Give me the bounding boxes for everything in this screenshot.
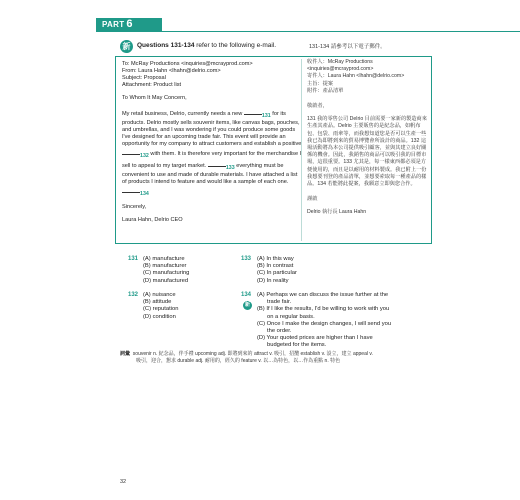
zh-signature: Delrio 執行長 Laura Hahn xyxy=(307,209,367,216)
option-134-b-cont: on a regular basis. xyxy=(267,313,315,320)
new-badge-small: 新 xyxy=(244,302,250,308)
zh-closing: 謹啟 xyxy=(307,196,318,203)
option-134-d[interactable]: (D) Your quoted prices are higher than I have xyxy=(257,335,373,342)
option-133-c[interactable]: (C) In particular xyxy=(257,270,297,277)
page-number: 32 xyxy=(120,479,127,485)
option-134-c-cont: the order. xyxy=(267,328,292,335)
email-body xyxy=(122,108,302,198)
blank-131-label: 131 xyxy=(261,113,271,120)
zh-body: 131 我的零售公司 Delrio 目前需要一家新的製造商來生產其產品。Delrio 主要販售的是紀念品，如帆布包、包袋、雨傘等，而我想知道您是否可以生產一些我已為即將到來的貿易博覽會所設計的商品。132 這場活動將為本公司提供吸引顧客，並與其建立良好關係的機會。因此，我銷售的商品可以吸引我的目標市場，這很重要。133 尤其是，每一樣東西都必須是方便使用的，而且是以耐用的材料製成。我已附上一份我想要刊登的產品清單，並想要索取每一種產品的樣品。134 若能將此提案，我願意立即與您合作。 xyxy=(307,116,427,188)
zh-to-address: <inquiries@mcrayprod.com> xyxy=(307,66,374,73)
question-131-options xyxy=(143,256,189,285)
vocabulary xyxy=(120,351,520,364)
option-133-b[interactable]: (B) In contrast xyxy=(257,263,294,270)
email-closing: Sincerely, xyxy=(122,204,147,211)
question-132-number: 132 xyxy=(128,292,139,298)
option-132-a[interactable]: (A) nuisance xyxy=(143,292,176,298)
body-part-3: with them. It is therefore very important for the merchandise I sell to appeal to my target market. xyxy=(122,151,302,170)
email-signature: Laura Hahn, Delrio CEO xyxy=(122,217,183,224)
option-134-d-cont: budgeted for the items. xyxy=(267,342,327,349)
blank-131 xyxy=(244,108,262,115)
question-133-number: 133 xyxy=(241,256,252,262)
email-chinese xyxy=(301,59,429,241)
body-part-2: for its products. Delrio mostly sells souvenir items, like canvas bags, pouches, and umbrellas, and I was wondering if you could produce some goods I've designed for an upcoming trade fair. This event will provide an opportunity for my company to attract customers and establish a positive xyxy=(122,111,302,148)
vocab-line-1: souvenir n. 紀念品，伴手禮 upcoming adj. 即將到來的 attract v. 吸引，招攬 establish v. 設立，建立 appeal v. xyxy=(132,351,373,357)
zh-from: 寄件人：Laura Hahn <lhahn@delrio.com> xyxy=(307,73,405,80)
question-131-number: 131 xyxy=(128,256,139,262)
question-132-options xyxy=(143,292,178,321)
new-badge: 新 xyxy=(120,40,133,53)
question-134-number: 134 xyxy=(241,292,252,298)
blank-133-label: 133 xyxy=(225,165,235,172)
option-134-a-cont: trade fair. xyxy=(267,299,292,306)
question-range: Questions 131-134 xyxy=(137,42,195,49)
blank-134 xyxy=(122,186,140,193)
zh-greeting: 敬啟者， xyxy=(307,103,328,110)
blank-134-label: 134 xyxy=(140,191,149,198)
question-134-options xyxy=(257,292,391,350)
email-english xyxy=(122,61,302,224)
email-subject: Subject: Proposal xyxy=(122,75,166,81)
zh-subject: 主旨：提案 xyxy=(307,80,333,87)
option-131-d[interactable]: (D) manufactured xyxy=(143,277,189,284)
option-134-a[interactable]: (A) Perhaps we can discuss the issue further at the xyxy=(257,292,389,298)
option-131-c[interactable]: (C) manufacturing xyxy=(143,270,190,277)
option-132-d[interactable]: (D) condition xyxy=(143,313,176,320)
header-rule xyxy=(96,31,520,32)
blank-132 xyxy=(122,148,140,155)
vocab-line-2: 吸引，迎合，懇求 durable adj. 耐用的，經久的 feature v. 以…為特色，以…作為重點 n. 特色 xyxy=(136,357,341,364)
question-header xyxy=(137,42,276,49)
email-to: To: McRay Productions <inquiries@mcrayprod.com> xyxy=(122,61,253,67)
vocab-label: 詞彙 xyxy=(120,351,131,357)
zh-attachment: 附件：產品清單 xyxy=(307,87,344,94)
option-131-b[interactable]: (B) manufacturer xyxy=(143,263,187,270)
body-part-4: everything must be convenient to use and made of durable materials. I have attached a list of products I intend to feature and would like a sample of each one. xyxy=(122,163,298,186)
option-132-b[interactable]: (B) attitude xyxy=(143,299,172,306)
blank-132-label: 132 xyxy=(140,153,149,160)
option-134-c[interactable]: (C) Once I make the design changes, I will send you xyxy=(257,320,392,327)
part-label xyxy=(96,18,162,31)
email-attachment: Attachment: Product list xyxy=(122,82,182,88)
part-number: 6 xyxy=(126,18,133,30)
email-from: From: Laura Hahn <lhahn@delrio.com> xyxy=(122,68,221,74)
blank-133 xyxy=(208,160,226,167)
question-header-zh: 131-134 請參考以下電子郵件。 xyxy=(309,44,386,50)
zh-to: 收件人：McRay Productions xyxy=(307,59,373,65)
part-text: PART xyxy=(102,20,125,29)
email-greeting: To Whom It May Concern, xyxy=(122,95,187,101)
option-133-d[interactable]: (D) In reality xyxy=(257,277,289,284)
body-part-1: My retail business, Delrio, currently needs a new xyxy=(122,111,243,117)
option-133-a[interactable]: (A) In this way xyxy=(257,256,294,262)
option-131-a[interactable]: (A) manufacture xyxy=(143,256,185,262)
question-instruction: refer to the following e-mail. xyxy=(194,42,277,49)
option-134-b[interactable]: (B) If I like the results, I'd be willing to work with you xyxy=(257,306,390,313)
option-132-c[interactable]: (C) reputation xyxy=(143,306,179,313)
question-133-options xyxy=(257,256,297,285)
